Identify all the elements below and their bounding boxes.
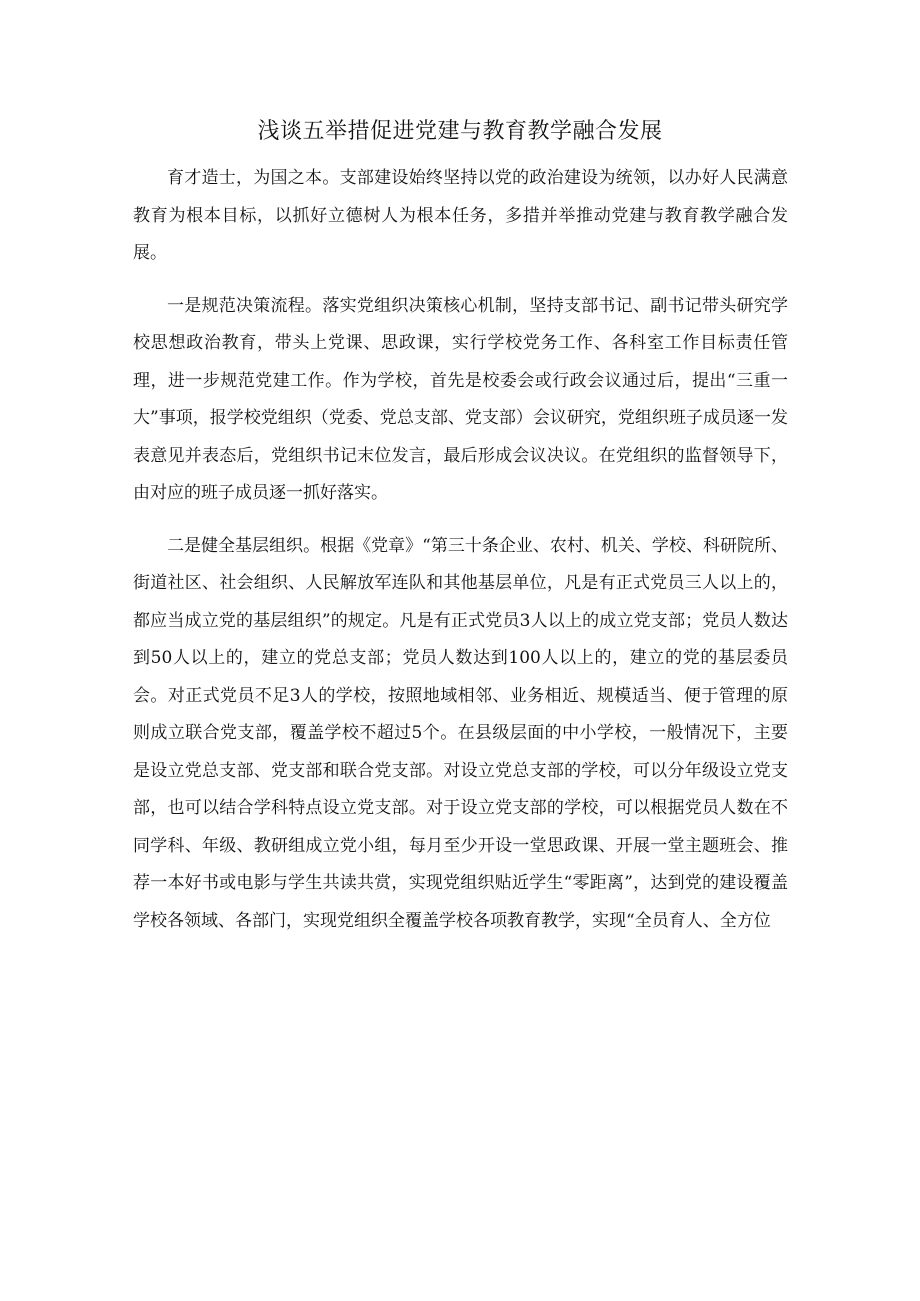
document-body — [133, 160, 788, 940]
document-title: 浅谈五举措促进党建与教育教学融合发展 — [257, 119, 663, 144]
paragraph-intro: 育才造士，为国之本。支部建设始终坚持以党的政治建设为统领，以办好人民满意教育为根本目标，以抓好立德树人为根本任务，多措并举推动党建与教育教学融合发展。 — [133, 168, 788, 263]
paragraph-grassroots-organization: 二是健全基层组织。根据《党章》“第三十条企业、农村、机关、学校、科研院所、街道社区、社会组织、人民解放军连队和其他基层单位，凡是有正式党员三人以上的，都应当成立党的基层组织”的规定。凡是有正式党员3人以上的成立党支部；党员人数达到50人以上的，建立的党总支部；党员人数达到100人以上的，建立的党的基层委员会。对正式党员不足3人的学校，按照地域相邻、业务相近、规模适当、便于管理的原则成立联合党支部，覆盖学校不超过5个。在县级层面的中小学校，一般情况下，主要是设立党总支部、党支部和联合党支部。对设立党总支部的学校，可以分年级设立党支部，也可以结合学科特点设立党支部。对于设立党支部的学校，可以根据党员人数在不同学科、年级、教研组成立党小组，每月至少开设一堂思政课、开展一堂主题班会、推荐一本好书或电影与学生共读共赏，实现党组织贴近学生“零距离”，达到党的建设覆盖学校各领域、各部门，实现党组织全覆盖学校各项教育教学，实现“全员育人、全方位 — [133, 535, 788, 931]
paragraph-decision-process: 一是规范决策流程。落实党组织决策核心机制，坚持支部书记、副书记带头研究学校思想政治教育，带头上党课、思政课，实行学校党务工作、各科室工作目标责任管理，进一步规范党建工作。作为学校，首先是校委会或行政会议通过后，提出“三重一大”事项，报学校党组织（党委、党总支部、党支部）会议研究，党组织班子成员逐一发表意见并表态后，党组织书记末位发言，最后形成会议决议。在党组织的监督领导下，由对应的班子成员逐一抓好落实。 — [133, 295, 788, 503]
